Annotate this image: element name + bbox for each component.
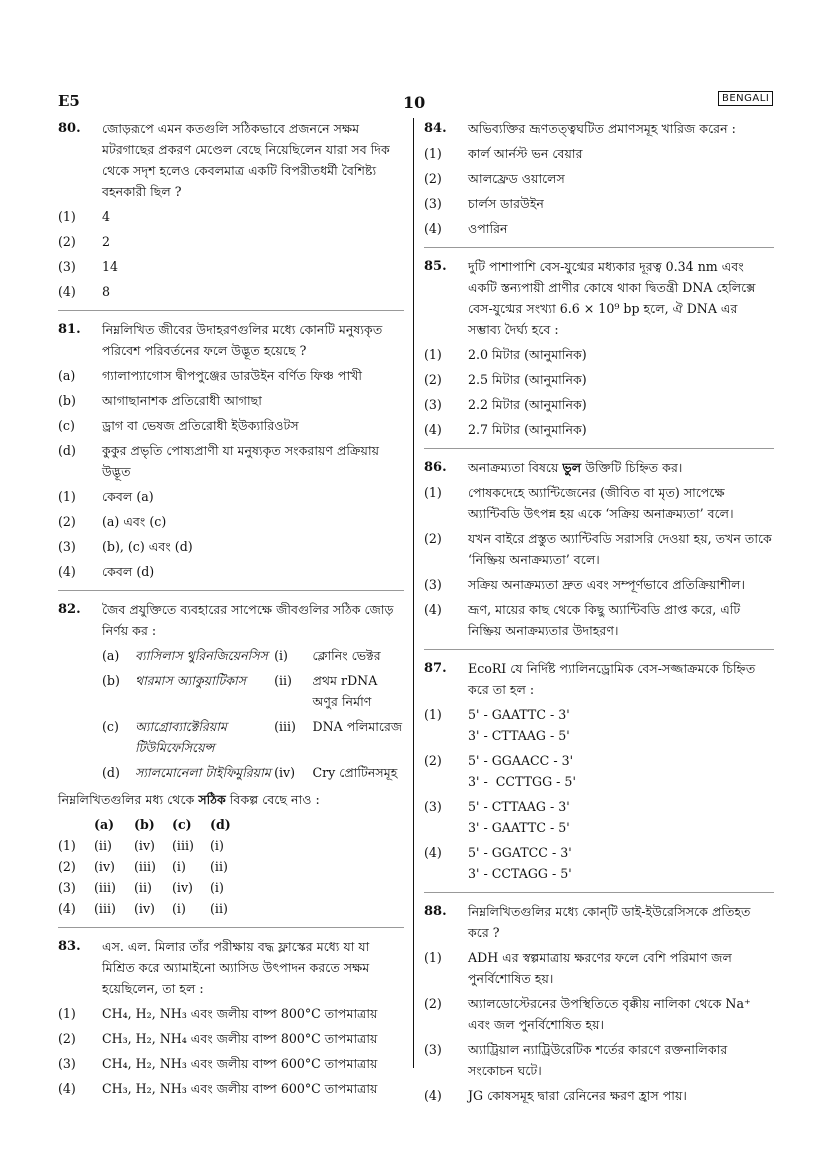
- question-separator: [424, 649, 774, 650]
- question-text: EcoRI যে নির্দিষ্ট প্যালিনড্রোমিক বেস-সজ্জাক্রমকে চিহ্নিত করে তা হল :: [468, 661, 756, 697]
- question-number: 80.: [58, 121, 81, 136]
- option[interactable]: (3) 5' - CTTAAG - 3' 3' - GAATTC - 5': [424, 799, 570, 835]
- question-text: দুটি পাশাপাশি বেস-যুগ্মের মধ্যকার দূরত্ব 0.34 nm এবং একটি স্তন্যপায়ী প্রাণীর কোষে থাকা দ্বিতন্ত্রী DNA হেলিক্সে বেস-যুগ্মের সংখ্যা 6.6 × 10⁹ bp হলে, ঐ DNA এর সম্ভাব্য দৈর্ঘ্য হবে :: [468, 259, 756, 337]
- statement-item: (d) কুকুর প্রভৃতি পোষ্যপ্রাণী যা মনুষ্যকৃত সংকরায়ণ প্রক্রিয়ায় উদ্ভূত: [58, 443, 380, 479]
- option[interactable]: (2) অ্যালডোস্টেরনের উপস্থিতিতে বৃক্কীয় নালিকা থেকে Na⁺ এবং জল পুনর্বিশোষিত হয়।: [424, 996, 751, 1032]
- statement-item: (c) ড্রাগ বা ভেষজ প্রতিরোধী ইউক্যারিওটস: [58, 418, 299, 433]
- question-number: 84.: [424, 121, 447, 136]
- option[interactable]: (3) CH₄, H₂, NH₃ এবং জলীয় বাষ্প 600°C তাপমাত্রায়: [58, 1056, 378, 1071]
- question-text: নিম্নলিখিত জীবের উদাহরণগুলির মধ্যে কোনটি মনুষ্যকৃত পরিবেশ পরিবর্তনের ফলে উদ্ভূত হয়েছে ?: [102, 322, 383, 358]
- match-table: [58, 645, 404, 783]
- option[interactable]: (1) ADH এর স্বল্পমাত্রায় ক্ষরণের ফলে বেশি পরিমাণ জল পুনর্বিশোষিত হয়।: [424, 950, 732, 986]
- answer-option[interactable]: (1) (ii) (iv) (iii) (i): [58, 838, 224, 853]
- option[interactable]: (1) 5' - GAATTC - 3' 3' - CTTAAG - 5': [424, 707, 570, 743]
- option[interactable]: (4) কেবল (d): [58, 564, 155, 579]
- question-81: [58, 319, 404, 361]
- option[interactable]: (1) কার্ল আর্নস্ট ভন বেয়ার: [424, 146, 583, 161]
- option[interactable]: (1) পোষকদেহে অ্যান্টিজেনের (জীবিত বা মৃত) সাপেক্ষে অ্যান্টিবডি উৎপন্ন হয় একে ‘সক্রিয় অনাক্রম্যতা’ বলে।: [424, 485, 734, 521]
- left-column: [58, 118, 404, 1099]
- question-number: 82.: [58, 602, 81, 617]
- option[interactable]: (2) 5' - GGAACC - 3' 3' - CCTTGG - 5': [424, 753, 576, 789]
- option[interactable]: (1) কেবল (a): [58, 489, 154, 504]
- match-row: (d) স্যালমোনেলা টাইফিমুরিয়াম (iv) Cry প্রোটিনসমূহ: [102, 765, 398, 780]
- question-number: 85.: [424, 259, 447, 274]
- option[interactable]: (3) (b), (c) এবং (d): [58, 539, 193, 554]
- option[interactable]: (4) CH₃, H₂, NH₃ এবং জলীয় বাষ্প 600°C তাপমাত্রায়: [58, 1081, 378, 1096]
- answer-option[interactable]: (2) (iv) (iii) (i) (ii): [58, 859, 228, 874]
- match-row: (b) থারমাস অ্যাকুয়াটিকাস (ii) প্রথম rDNA অণুর নির্মাণ: [102, 673, 378, 709]
- question-number: 88.: [424, 904, 447, 919]
- statement-item: (b) আগাছানাশক প্রতিরোধী আগাছা: [58, 393, 262, 408]
- option[interactable]: (3) 2.2 মিটার (আনুমানিক): [424, 397, 587, 412]
- question-separator: [58, 590, 404, 591]
- question-number: 87.: [424, 661, 447, 676]
- question-80: [58, 118, 404, 202]
- question-separator: [424, 247, 774, 248]
- option[interactable]: (4) ভ্রূণ, মায়ের কাছ থেকে কিছু অ্যান্টিবডি প্রাপ্ত করে, এটি নিষ্ক্রিয় অনাক্রম্যতার উদাহরণ।: [424, 602, 741, 638]
- language-badge: BENGALI: [718, 91, 773, 106]
- question-text: জোড়রূপে এমন কতগুলি সঠিকভাবে প্রজননে সক্ষম মটরগাছের প্রকরণ মেণ্ডেল বেছে নিয়েছিলেন যারা সব দিক থেকে সদৃশ হলেও কেবলমাত্র একটি বিপরীতধর্মী বৈশিষ্ট্য বহনকারী ছিল ?: [102, 121, 390, 199]
- option[interactable]: (1) 2.0 মিটার (আনুমানিক): [424, 347, 587, 362]
- option[interactable]: (4) ওপারিন: [424, 221, 508, 236]
- question-separator: [58, 927, 404, 928]
- question-text: নিম্নলিখিতগুলির মধ্যে কোন্‌টি ডাই-ইউরেসিসকে প্রতিহত করে ?: [468, 904, 751, 940]
- option[interactable]: (3) অ্যাট্রিয়াল ন্যাট্রিউরেটিক শর্তের কারণে রক্তনালিকার সংকোচন ঘটে।: [424, 1042, 728, 1078]
- option[interactable]: (2) CH₃, H₂, NH₄ এবং জলীয় বাষ্প 800°C তাপমাত্রায়: [58, 1031, 378, 1046]
- question-separator: [424, 448, 774, 449]
- paper-code: E5: [58, 92, 80, 110]
- option[interactable]: (2) 2: [58, 234, 111, 249]
- option[interactable]: (4) 5' - GGATCC - 3' 3' - CCTAGG - 5': [424, 845, 572, 881]
- answer-option[interactable]: (3) (iii) (ii) (iv) (i): [58, 880, 224, 895]
- option[interactable]: (4) JG কোষসমূহ দ্বারা রেনিনের ক্ষরণ হ্রাস পায়।: [424, 1088, 687, 1103]
- option[interactable]: (4) 8: [58, 284, 111, 299]
- question-number: 83.: [58, 939, 81, 954]
- question-83: [58, 936, 404, 999]
- answer-option[interactable]: (4) (iii) (iv) (i) (ii): [58, 901, 228, 916]
- choose-instruction: নিম্নলিখিতগুলির মধ্য থেকে সঠিক বিকল্প বেছে নাও :: [58, 792, 320, 807]
- question-text: জৈব প্রযুক্তিতে ব্যবহারের সাপেক্ষে জীবগুলির সঠিক জোড় নির্ণয় কর :: [102, 602, 394, 638]
- question-88: [424, 901, 774, 943]
- question-text: অভিব্যক্তির ভ্রূণতত্ত্বঘটিত প্রমাণসমূহ খারিজ করেন :: [468, 121, 736, 136]
- page-number: 10: [403, 93, 426, 112]
- question-number: 86.: [424, 460, 447, 475]
- question-87: [424, 658, 774, 700]
- question-separator: [424, 892, 774, 893]
- question-84: [424, 118, 774, 139]
- option[interactable]: (1) 4: [58, 209, 111, 224]
- column-divider: [413, 118, 414, 1068]
- match-row: (c) অ্যাগ্রোব্যাক্টেরিয়াম টিউমিফেসিয়েন্স (iii) DNA পলিমারেজ: [102, 719, 403, 755]
- question-text: অনাক্রম্যতা বিষয়ে ভুল উক্তিটি চিহ্নিত কর।: [468, 460, 683, 475]
- option[interactable]: (3) চার্লস ডারউইন: [424, 196, 544, 211]
- right-column: [424, 118, 774, 1106]
- question-86: [424, 457, 774, 478]
- option[interactable]: (2) 2.5 মিটার (আনুমানিক): [424, 372, 587, 387]
- option[interactable]: (3) সক্রিয় অনাক্রম্যতা দ্রুত এবং সম্পূর্ণভাবে প্রতিক্রিয়াশীল।: [424, 577, 745, 592]
- match-row: (a) ব্যাসিলাস থুরিনজিয়েনসিস (i) ক্লোনিং ভেক্টর: [102, 648, 381, 663]
- option[interactable]: (4) 2.7 মিটার (আনুমানিক): [424, 422, 587, 437]
- question-number: 81.: [58, 322, 81, 337]
- option[interactable]: (2) আলফ্রেড ওয়ালেস: [424, 171, 565, 186]
- answer-header: (a) (b) (c) (d): [94, 817, 231, 832]
- statement-item: (a) গ্যালাপ্যাগোস দ্বীপপুঞ্জের ডারউইন বর্ণিত ফিঞ্চ পাখী: [58, 368, 362, 383]
- question-text: এস. এল. মিলার তাঁর পরীক্ষায় বদ্ধ ফ্লাস্কের মধ্যে যা যা মিশ্রিত করে অ্যামাইনো অ্যাসিড উৎপাদন করতে সক্ষম হয়েছিলেন, তা হল :: [102, 939, 370, 996]
- option[interactable]: (2) (a) এবং (c): [58, 514, 167, 529]
- question-85: [424, 256, 774, 340]
- option[interactable]: (1) CH₄, H₂, NH₃ এবং জলীয় বাষ্প 800°C তাপমাত্রায়: [58, 1006, 378, 1021]
- option[interactable]: (2) যখন বাইরে প্রস্তুত অ্যান্টিবডি সরাসরি দেওয়া হয়, তখন তাকে ‘নিষ্ক্রিয় অনাক্রম্যতা’ বলে।: [424, 531, 772, 567]
- question-82: [58, 599, 404, 641]
- question-separator: [58, 310, 404, 311]
- option[interactable]: (3) 14: [58, 259, 119, 274]
